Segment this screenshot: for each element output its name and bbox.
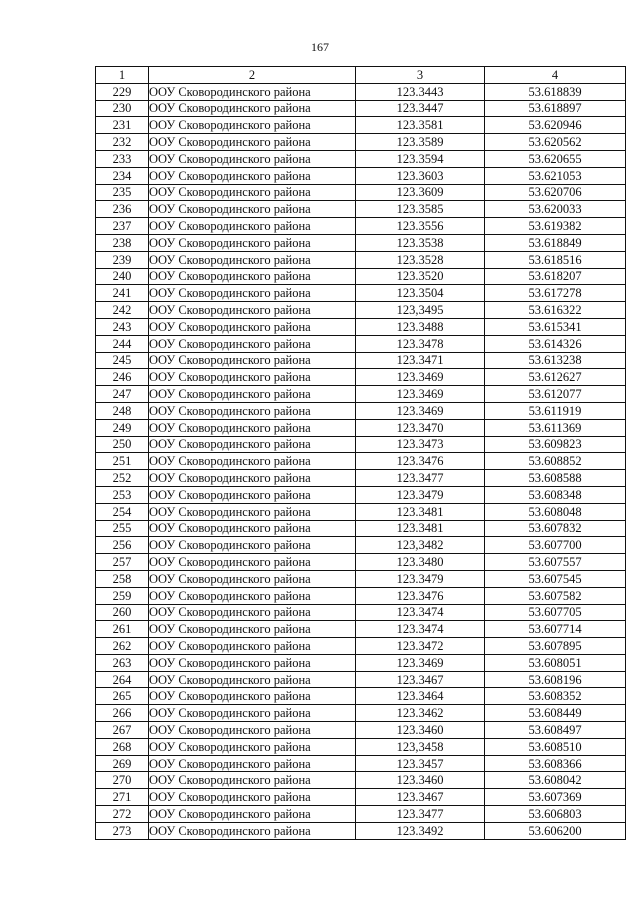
- row-latitude: 53.617278: [485, 285, 626, 302]
- row-latitude: 53.620033: [485, 201, 626, 218]
- row-name: ООУ Сковородинского района: [149, 335, 356, 352]
- row-name: ООУ Сковородинского района: [149, 604, 356, 621]
- header-col-3: 3: [356, 67, 485, 84]
- table-row: [96, 486, 626, 503]
- row-latitude: 53.612077: [485, 386, 626, 403]
- row-latitude: 53.608510: [485, 738, 626, 755]
- table-row: [96, 520, 626, 537]
- row-name: ООУ Сковородинского района: [149, 755, 356, 772]
- row-number: 253: [96, 486, 149, 503]
- row-number: 259: [96, 587, 149, 604]
- row-longitude: 123.3504: [356, 285, 485, 302]
- row-latitude: 53.606200: [485, 822, 626, 839]
- row-number: 230: [96, 100, 149, 117]
- row-name: ООУ Сковородинского района: [149, 268, 356, 285]
- row-latitude: 53.607545: [485, 570, 626, 587]
- row-longitude: 123.3469: [356, 654, 485, 671]
- table-row: [96, 738, 626, 755]
- table-header-row: [96, 67, 626, 84]
- row-number: 266: [96, 705, 149, 722]
- row-number: 272: [96, 806, 149, 823]
- table-row: [96, 688, 626, 705]
- row-name: ООУ Сковородинского района: [149, 654, 356, 671]
- page-number: 167: [311, 40, 329, 54]
- row-name: ООУ Сковородинского района: [149, 554, 356, 571]
- row-longitude: 123.3469: [356, 369, 485, 386]
- row-latitude: 53.608348: [485, 486, 626, 503]
- row-number: 236: [96, 201, 149, 218]
- row-name: ООУ Сковородинского района: [149, 302, 356, 319]
- row-name: ООУ Сковородинского района: [149, 470, 356, 487]
- row-name: ООУ Сковородинского района: [149, 503, 356, 520]
- row-longitude: 123.3594: [356, 150, 485, 167]
- row-latitude: 53.611369: [485, 419, 626, 436]
- table-row: [96, 234, 626, 251]
- header-col-4: 4: [485, 67, 626, 84]
- row-longitude: 123.3477: [356, 806, 485, 823]
- table-row: [96, 436, 626, 453]
- row-latitude: 53.607895: [485, 638, 626, 655]
- row-number: 257: [96, 554, 149, 571]
- table-row: [96, 806, 626, 823]
- table-row: [96, 184, 626, 201]
- row-latitude: 53.607832: [485, 520, 626, 537]
- row-name: ООУ Сковородинского района: [149, 738, 356, 755]
- row-longitude: 123.3481: [356, 520, 485, 537]
- row-latitude: 53.620946: [485, 117, 626, 134]
- table-row: [96, 134, 626, 151]
- row-longitude: 123.3477: [356, 470, 485, 487]
- row-longitude: 123.3460: [356, 772, 485, 789]
- row-latitude: 53.608366: [485, 755, 626, 772]
- row-name: ООУ Сковородинского района: [149, 402, 356, 419]
- table-row: [96, 621, 626, 638]
- row-longitude: 123.3492: [356, 822, 485, 839]
- row-longitude: 123.3474: [356, 604, 485, 621]
- row-number: 251: [96, 453, 149, 470]
- row-latitude: 53.609823: [485, 436, 626, 453]
- row-number: 256: [96, 537, 149, 554]
- row-longitude: 123.3472: [356, 638, 485, 655]
- row-name: ООУ Сковородинского района: [149, 486, 356, 503]
- row-name: ООУ Сковородинского района: [149, 419, 356, 436]
- row-name: ООУ Сковородинского района: [149, 587, 356, 604]
- row-number: 267: [96, 722, 149, 739]
- row-latitude: 53.612627: [485, 369, 626, 386]
- row-number: 235: [96, 184, 149, 201]
- table-row: [96, 789, 626, 806]
- row-latitude: 53.607700: [485, 537, 626, 554]
- table-row: [96, 654, 626, 671]
- table-row: [96, 318, 626, 335]
- row-number: 241: [96, 285, 149, 302]
- row-latitude: 53.607557: [485, 554, 626, 571]
- row-name: ООУ Сковородинского района: [149, 369, 356, 386]
- row-longitude: 123.3585: [356, 201, 485, 218]
- row-number: 268: [96, 738, 149, 755]
- table-row: [96, 100, 626, 117]
- row-longitude: 123.3473: [356, 436, 485, 453]
- row-name: ООУ Сковородинского района: [149, 688, 356, 705]
- row-number: 250: [96, 436, 149, 453]
- row-latitude: 53.613238: [485, 352, 626, 369]
- row-number: 243: [96, 318, 149, 335]
- row-longitude: 123.3464: [356, 688, 485, 705]
- row-longitude: 123.3480: [356, 554, 485, 571]
- row-longitude: 123.3460: [356, 722, 485, 739]
- row-name: ООУ Сковородинского района: [149, 352, 356, 369]
- row-number: 232: [96, 134, 149, 151]
- row-name: ООУ Сковородинского района: [149, 570, 356, 587]
- row-longitude: 123,3482: [356, 537, 485, 554]
- header-col-1: 1: [96, 67, 149, 84]
- table-row: [96, 386, 626, 403]
- table-row: [96, 772, 626, 789]
- row-longitude: 123.3488: [356, 318, 485, 335]
- row-name: ООУ Сковородинского района: [149, 218, 356, 235]
- row-latitude: 53.608196: [485, 671, 626, 688]
- row-longitude: 123,3495: [356, 302, 485, 319]
- row-name: ООУ Сковородинского района: [149, 134, 356, 151]
- row-longitude: 123.3603: [356, 167, 485, 184]
- table-row: [96, 402, 626, 419]
- row-name: ООУ Сковородинского района: [149, 83, 356, 100]
- row-longitude: 123.3538: [356, 234, 485, 251]
- table-row: [96, 503, 626, 520]
- row-name: ООУ Сковородинского района: [149, 621, 356, 638]
- row-name: ООУ Сковородинского района: [149, 772, 356, 789]
- row-number: 265: [96, 688, 149, 705]
- row-longitude: 123.3520: [356, 268, 485, 285]
- table-row: [96, 218, 626, 235]
- row-latitude: 53.608048: [485, 503, 626, 520]
- row-number: 273: [96, 822, 149, 839]
- row-longitude: 123.3476: [356, 587, 485, 604]
- table-row: [96, 369, 626, 386]
- row-name: ООУ Сковородинского района: [149, 285, 356, 302]
- table-row: [96, 335, 626, 352]
- row-longitude: 123.3443: [356, 83, 485, 100]
- row-longitude: 123.3471: [356, 352, 485, 369]
- row-name: ООУ Сковородинского района: [149, 722, 356, 739]
- row-latitude: 53.608497: [485, 722, 626, 739]
- row-latitude: 53.620655: [485, 150, 626, 167]
- row-number: 269: [96, 755, 149, 772]
- table-row: [96, 722, 626, 739]
- row-number: 264: [96, 671, 149, 688]
- table-row: [96, 470, 626, 487]
- row-latitude: 53.621053: [485, 167, 626, 184]
- row-latitude: 53.608042: [485, 772, 626, 789]
- table-row: [96, 587, 626, 604]
- table-row: [96, 302, 626, 319]
- row-latitude: 53.608352: [485, 688, 626, 705]
- row-name: ООУ Сковородинского района: [149, 184, 356, 201]
- row-number: 260: [96, 604, 149, 621]
- row-name: ООУ Сковородинского района: [149, 806, 356, 823]
- row-number: 254: [96, 503, 149, 520]
- table-row: [96, 201, 626, 218]
- table-row: [96, 537, 626, 554]
- row-number: 242: [96, 302, 149, 319]
- row-latitude: 53.616322: [485, 302, 626, 319]
- row-longitude: 123.3479: [356, 570, 485, 587]
- row-number: 252: [96, 470, 149, 487]
- row-longitude: 123.3476: [356, 453, 485, 470]
- row-name: ООУ Сковородинского района: [149, 705, 356, 722]
- table-row: [96, 83, 626, 100]
- row-number: 237: [96, 218, 149, 235]
- row-name: ООУ Сковородинского района: [149, 201, 356, 218]
- table-row: [96, 150, 626, 167]
- row-latitude: 53.606803: [485, 806, 626, 823]
- row-longitude: 123.3581: [356, 117, 485, 134]
- row-latitude: 53.607582: [485, 587, 626, 604]
- table-row: [96, 570, 626, 587]
- row-name: ООУ Сковородинского района: [149, 822, 356, 839]
- row-number: 244: [96, 335, 149, 352]
- row-number: 233: [96, 150, 149, 167]
- row-latitude: 53.608449: [485, 705, 626, 722]
- row-number: 255: [96, 520, 149, 537]
- row-longitude: 123.3447: [356, 100, 485, 117]
- row-name: ООУ Сковородинского района: [149, 251, 356, 268]
- row-longitude: 123.3467: [356, 789, 485, 806]
- table-row: [96, 453, 626, 470]
- row-name: ООУ Сковородинского района: [149, 789, 356, 806]
- table-row: [96, 671, 626, 688]
- row-latitude: 53.620562: [485, 134, 626, 151]
- table-row: [96, 419, 626, 436]
- row-number: 238: [96, 234, 149, 251]
- row-number: 263: [96, 654, 149, 671]
- row-name: ООУ Сковородинского района: [149, 167, 356, 184]
- row-longitude: 123.3609: [356, 184, 485, 201]
- row-latitude: 53.608588: [485, 470, 626, 487]
- table-row: [96, 604, 626, 621]
- row-longitude: 123.3470: [356, 419, 485, 436]
- row-number: 249: [96, 419, 149, 436]
- row-number: 247: [96, 386, 149, 403]
- row-name: ООУ Сковородинского района: [149, 537, 356, 554]
- row-longitude: 123.3589: [356, 134, 485, 151]
- table-row: [96, 352, 626, 369]
- row-number: 271: [96, 789, 149, 806]
- row-latitude: 53.608852: [485, 453, 626, 470]
- row-longitude: 123.3457: [356, 755, 485, 772]
- table-row: [96, 268, 626, 285]
- table-row: [96, 285, 626, 302]
- row-latitude: 53.620706: [485, 184, 626, 201]
- row-latitude: 53.618839: [485, 83, 626, 100]
- row-name: ООУ Сковородинского района: [149, 234, 356, 251]
- table-row: [96, 251, 626, 268]
- row-number: 240: [96, 268, 149, 285]
- row-latitude: 53.611919: [485, 402, 626, 419]
- row-latitude: 53.618207: [485, 268, 626, 285]
- row-latitude: 53.607369: [485, 789, 626, 806]
- table-row: [96, 554, 626, 571]
- row-latitude: 53.618516: [485, 251, 626, 268]
- row-number: 245: [96, 352, 149, 369]
- table-body: [96, 83, 626, 839]
- row-name: ООУ Сковородинского района: [149, 318, 356, 335]
- row-number: 239: [96, 251, 149, 268]
- table-row: [96, 638, 626, 655]
- row-longitude: 123.3469: [356, 386, 485, 403]
- row-longitude: 123.3528: [356, 251, 485, 268]
- row-latitude: 53.614326: [485, 335, 626, 352]
- row-number: 262: [96, 638, 149, 655]
- row-number: 229: [96, 83, 149, 100]
- row-latitude: 53.607705: [485, 604, 626, 621]
- table-row: [96, 822, 626, 839]
- row-latitude: 53.607714: [485, 621, 626, 638]
- row-name: ООУ Сковородинского района: [149, 520, 356, 537]
- row-name: ООУ Сковородинского района: [149, 638, 356, 655]
- row-number: 246: [96, 369, 149, 386]
- row-number: 234: [96, 167, 149, 184]
- row-latitude: 53.618849: [485, 234, 626, 251]
- row-longitude: 123.3462: [356, 705, 485, 722]
- row-latitude: 53.619382: [485, 218, 626, 235]
- row-number: 270: [96, 772, 149, 789]
- table-row: [96, 117, 626, 134]
- row-latitude: 53.615341: [485, 318, 626, 335]
- row-name: ООУ Сковородинского района: [149, 671, 356, 688]
- row-number: 231: [96, 117, 149, 134]
- row-longitude: 123.3469: [356, 402, 485, 419]
- row-name: ООУ Сковородинского района: [149, 453, 356, 470]
- row-longitude: 123,3458: [356, 738, 485, 755]
- row-number: 261: [96, 621, 149, 638]
- row-latitude: 53.618897: [485, 100, 626, 117]
- row-longitude: 123.3556: [356, 218, 485, 235]
- row-name: ООУ Сковородинского района: [149, 150, 356, 167]
- row-name: ООУ Сковородинского района: [149, 117, 356, 134]
- row-latitude: 53.608051: [485, 654, 626, 671]
- table-row: [96, 705, 626, 722]
- row-longitude: 123.3474: [356, 621, 485, 638]
- row-longitude: 123.3481: [356, 503, 485, 520]
- header-col-2: 2: [149, 67, 356, 84]
- row-longitude: 123.3479: [356, 486, 485, 503]
- table-row: [96, 167, 626, 184]
- coordinates-table: [95, 66, 626, 840]
- row-name: ООУ Сковородинского района: [149, 100, 356, 117]
- row-longitude: 123.3467: [356, 671, 485, 688]
- row-name: ООУ Сковородинского района: [149, 386, 356, 403]
- row-name: ООУ Сковородинского района: [149, 436, 356, 453]
- row-longitude: 123.3478: [356, 335, 485, 352]
- row-number: 258: [96, 570, 149, 587]
- table-row: [96, 755, 626, 772]
- row-number: 248: [96, 402, 149, 419]
